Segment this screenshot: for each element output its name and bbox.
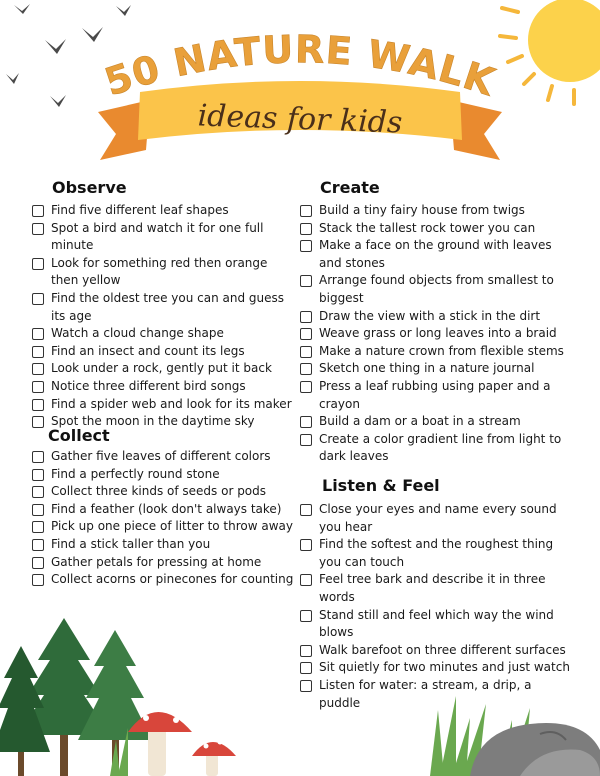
- checkbox[interactable]: [300, 416, 312, 428]
- checklist-item[interactable]: Notice three different bird songs: [32, 378, 294, 396]
- footer-artwork: [0, 600, 600, 776]
- checkbox[interactable]: [32, 399, 44, 411]
- checkbox[interactable]: [32, 293, 44, 305]
- checkbox[interactable]: [300, 205, 312, 217]
- checkbox[interactable]: [300, 574, 312, 586]
- checklist-item[interactable]: Stack the tallest rock tower you can: [300, 220, 570, 238]
- observe-list: [32, 202, 294, 431]
- checklist-item[interactable]: Build a tiny fairy house from twigs: [300, 202, 570, 220]
- section-title-collect: Collect: [48, 426, 110, 445]
- grass-icon: [110, 696, 530, 776]
- checklist-item[interactable]: Draw the view with a stick in the dirt: [300, 308, 570, 326]
- checklist-item[interactable]: Find five different leaf shapes: [32, 202, 294, 220]
- checklist-item[interactable]: Spot a bird and watch it for one full minute: [32, 220, 294, 255]
- checkbox[interactable]: [32, 346, 44, 358]
- checklist-item[interactable]: Watch a cloud change shape: [32, 325, 294, 343]
- checklist-item[interactable]: Look for something red then orange then yellow: [32, 255, 294, 290]
- page-subtitle: ideas for kids: [197, 98, 403, 141]
- checkbox[interactable]: [32, 416, 44, 428]
- checklist-item[interactable]: Collect three kinds of seeds or pods: [32, 483, 294, 501]
- svg-text:50 NATURE WALK: [99, 27, 501, 104]
- checklist-item[interactable]: Create a color gradient line from light to dark leaves: [300, 431, 570, 466]
- checkbox[interactable]: [300, 311, 312, 323]
- checklist-item[interactable]: Find a stick taller than you: [32, 536, 294, 554]
- checklist-item[interactable]: Find the oldest tree you can and guess its age: [32, 290, 294, 325]
- checklist-item[interactable]: Stand still and feel which way the wind blows: [300, 607, 570, 642]
- checklist-item[interactable]: Find a perfectly round stone: [32, 466, 294, 484]
- section-title-listen-feel: Listen & Feel: [322, 476, 440, 495]
- rock-icon: [470, 723, 600, 776]
- checkbox[interactable]: [300, 381, 312, 393]
- checkbox[interactable]: [300, 240, 312, 252]
- title-svg: [0, 0, 600, 170]
- checkbox[interactable]: [300, 223, 312, 235]
- collect-list: [32, 448, 294, 589]
- checklist-item[interactable]: Walk barefoot on three different surfaces: [300, 642, 570, 660]
- checklist-item[interactable]: Press a leaf rubbing using paper and a crayon: [300, 378, 570, 413]
- checklist-item[interactable]: Find the softest and the roughest thing you can touch: [300, 536, 570, 571]
- checklist-item[interactable]: Arrange found objects from smallest to biggest: [300, 272, 570, 307]
- mushroom-icon: [128, 705, 236, 776]
- checkbox[interactable]: [300, 275, 312, 287]
- checklist-item[interactable]: Look under a rock, gently put it back: [32, 360, 294, 378]
- checkbox[interactable]: [32, 328, 44, 340]
- checkbox[interactable]: [32, 363, 44, 375]
- checklist-item[interactable]: Gather petals for pressing at home: [32, 554, 294, 572]
- checkbox[interactable]: [300, 539, 312, 551]
- checklist-item[interactable]: Listen for water: a stream, a drip, a puddle: [300, 677, 570, 712]
- section-title-observe: Observe: [52, 178, 127, 197]
- checklist-item[interactable]: Find a feather (look don't always take): [32, 501, 294, 519]
- create-list: [300, 202, 570, 466]
- section-title-create: Create: [320, 178, 380, 197]
- checklist-item[interactable]: Make a face on the ground with leaves and stones: [300, 237, 570, 272]
- checkbox[interactable]: [32, 381, 44, 393]
- checkbox[interactable]: [32, 223, 44, 235]
- checklist-item[interactable]: Find an insect and count its legs: [32, 343, 294, 361]
- checkbox[interactable]: [32, 451, 44, 463]
- checkbox[interactable]: [300, 504, 312, 516]
- checklist-item[interactable]: Close your eyes and name every sound you hear: [300, 501, 570, 536]
- checklist-item[interactable]: Sketch one thing in a nature journal: [300, 360, 570, 378]
- checklist-item[interactable]: Build a dam or a boat in a stream: [300, 413, 570, 431]
- checklist-item[interactable]: Spot the moon in the daytime sky: [32, 413, 294, 431]
- checkbox[interactable]: [32, 258, 44, 270]
- checkbox[interactable]: [32, 504, 44, 516]
- checklist-item[interactable]: Find a spider web and look for its maker: [32, 396, 294, 414]
- pine-tree-icon: [0, 618, 152, 776]
- checkbox[interactable]: [32, 486, 44, 498]
- checklist-item[interactable]: Sit quietly for two minutes and just watch: [300, 659, 570, 677]
- checkbox[interactable]: [32, 557, 44, 569]
- checkbox[interactable]: [300, 434, 312, 446]
- checklist-item[interactable]: Make a nature crown from flexible stems: [300, 343, 570, 361]
- checkbox[interactable]: [32, 205, 44, 217]
- page-title: 50 NATURE WALK: [99, 27, 501, 105]
- checklist-item[interactable]: Weave grass or long leaves into a braid: [300, 325, 570, 343]
- checkbox[interactable]: [300, 328, 312, 340]
- checklist-item[interactable]: Feel tree bark and describe it in three words: [300, 571, 570, 606]
- checkbox[interactable]: [300, 363, 312, 375]
- checklist-item[interactable]: Pick up one piece of litter to throw away: [32, 518, 294, 536]
- checkbox[interactable]: [32, 521, 44, 533]
- checkbox[interactable]: [300, 346, 312, 358]
- checkbox[interactable]: [32, 469, 44, 481]
- checkbox[interactable]: [32, 574, 44, 586]
- checklist-item[interactable]: Collect acorns or pinecones for counting: [32, 571, 294, 589]
- checkbox[interactable]: [32, 539, 44, 551]
- checklist-item[interactable]: Gather five leaves of different colors: [32, 448, 294, 466]
